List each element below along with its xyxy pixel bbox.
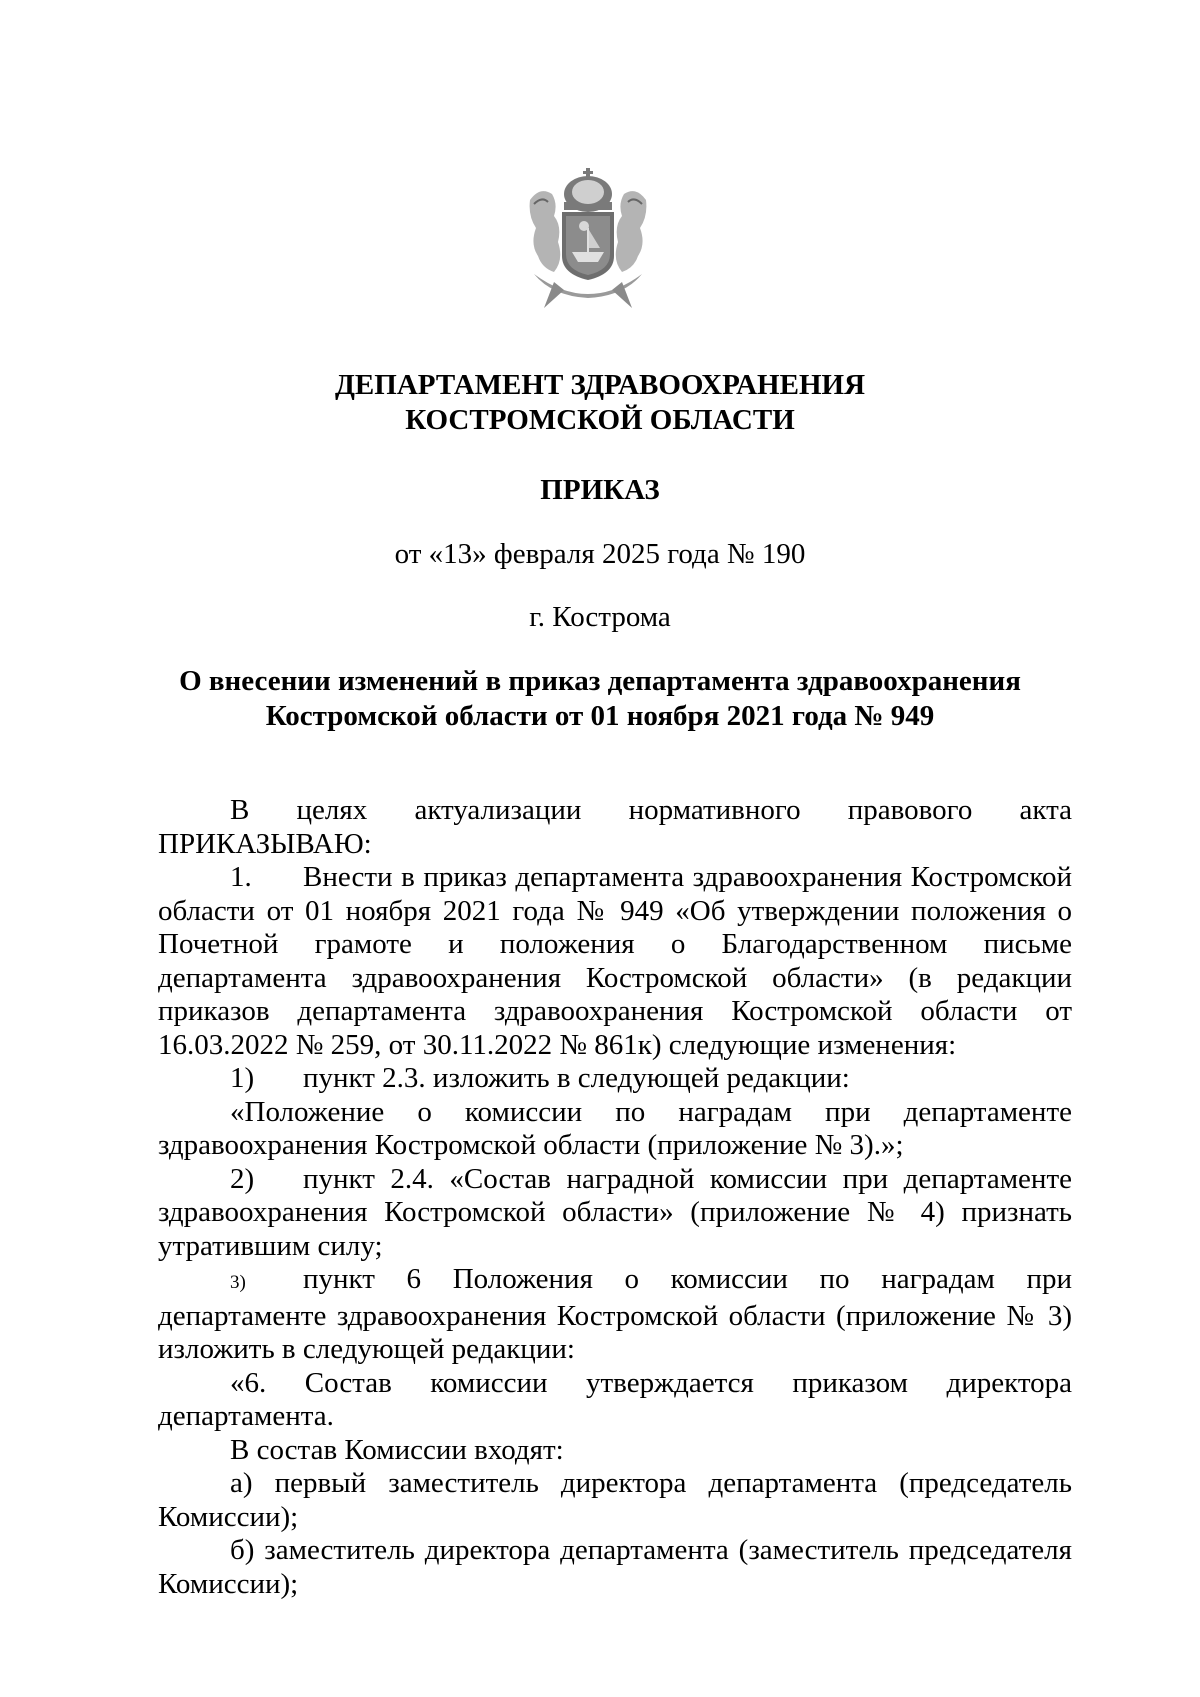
subitem-1-text: пункт 2.3. изложить в следующей редакции: — [303, 1062, 850, 1094]
composition-item-a: а) первый заместитель директора департамента (председатель Комиссии); — [158, 1467, 1072, 1533]
subject-line-2: Костромской области от 01 ноября 2021 года № 949 — [265, 700, 935, 732]
item-1-text: Внести в приказ департамента здравоохранения Костромской области от 01 ноября 2021 года № 949 «Об утверждении положения о Почетной грамоте и положения о Благодарственном письме департамента здравоохранения Костромской области» (в редакции приказов департамента здравоохранения Костромской области от 16.03.2022 № 259, от 30.11.2022 № 861к) следующие изменения: — [158, 861, 1072, 1061]
city: г. Кострома — [529, 601, 671, 633]
item-1 — [158, 861, 1072, 1062]
order-body — [158, 794, 1072, 1601]
department-line-2: КОСТРОМСКОЙ ОБЛАСТИ — [405, 404, 795, 436]
subitem-1-quote: «Положение о комиссии по наградам при департаменте здравоохранения Костромской области (приложение № 3).»; — [158, 1095, 1072, 1161]
subitem-2-number: 2) — [230, 1162, 255, 1195]
order-date-number: от «13» февраля 2025 года № 190 — [394, 538, 806, 570]
order-directive: ПРИКАЗЫВАЮ: — [158, 827, 372, 860]
paragraph-6: «6. Состав комиссии утверждается приказом директора департамента. — [158, 1366, 1072, 1432]
department-name — [0, 368, 1200, 438]
subject-line-1: О внесении изменений в приказ департамента здравоохранения — [179, 665, 1021, 697]
department-line-1: ДЕПАРТАМЕНТ ЗДРАВООХРАНЕНИЯ — [334, 369, 866, 401]
subitem-3-text: пункт 6 Положения о комиссии по наградам при департаменте здравоохранения Костромской области (приложение № 3) изложить в следующей редакции: — [158, 1263, 1072, 1365]
coat-of-arms-icon — [524, 164, 674, 310]
subitem-2 — [158, 1163, 1072, 1264]
subitem-1-number: 1) — [230, 1062, 255, 1094]
order-subject — [0, 664, 1200, 734]
subitem-2-text: пункт 2.4. «Состав наградной комиссии при департаменте здравоохранения Костромской области» (приложение № 4) признать утратившим силу; — [158, 1162, 1072, 1262]
subitem-1 — [158, 1062, 1072, 1096]
document-type: ПРИКАЗ — [540, 474, 660, 506]
intro-line: В целях актуализации нормативного правового акта — [230, 794, 1072, 826]
composition-heading: В состав Комиссии входят: — [230, 1433, 564, 1466]
composition-item-b: б) заместитель директора департамента (заместитель председателя Комиссии); — [158, 1534, 1072, 1600]
subitem-3-number: 3) — [230, 1272, 246, 1293]
subitem-3 — [158, 1263, 1072, 1367]
item-1-number: 1. — [230, 861, 252, 893]
